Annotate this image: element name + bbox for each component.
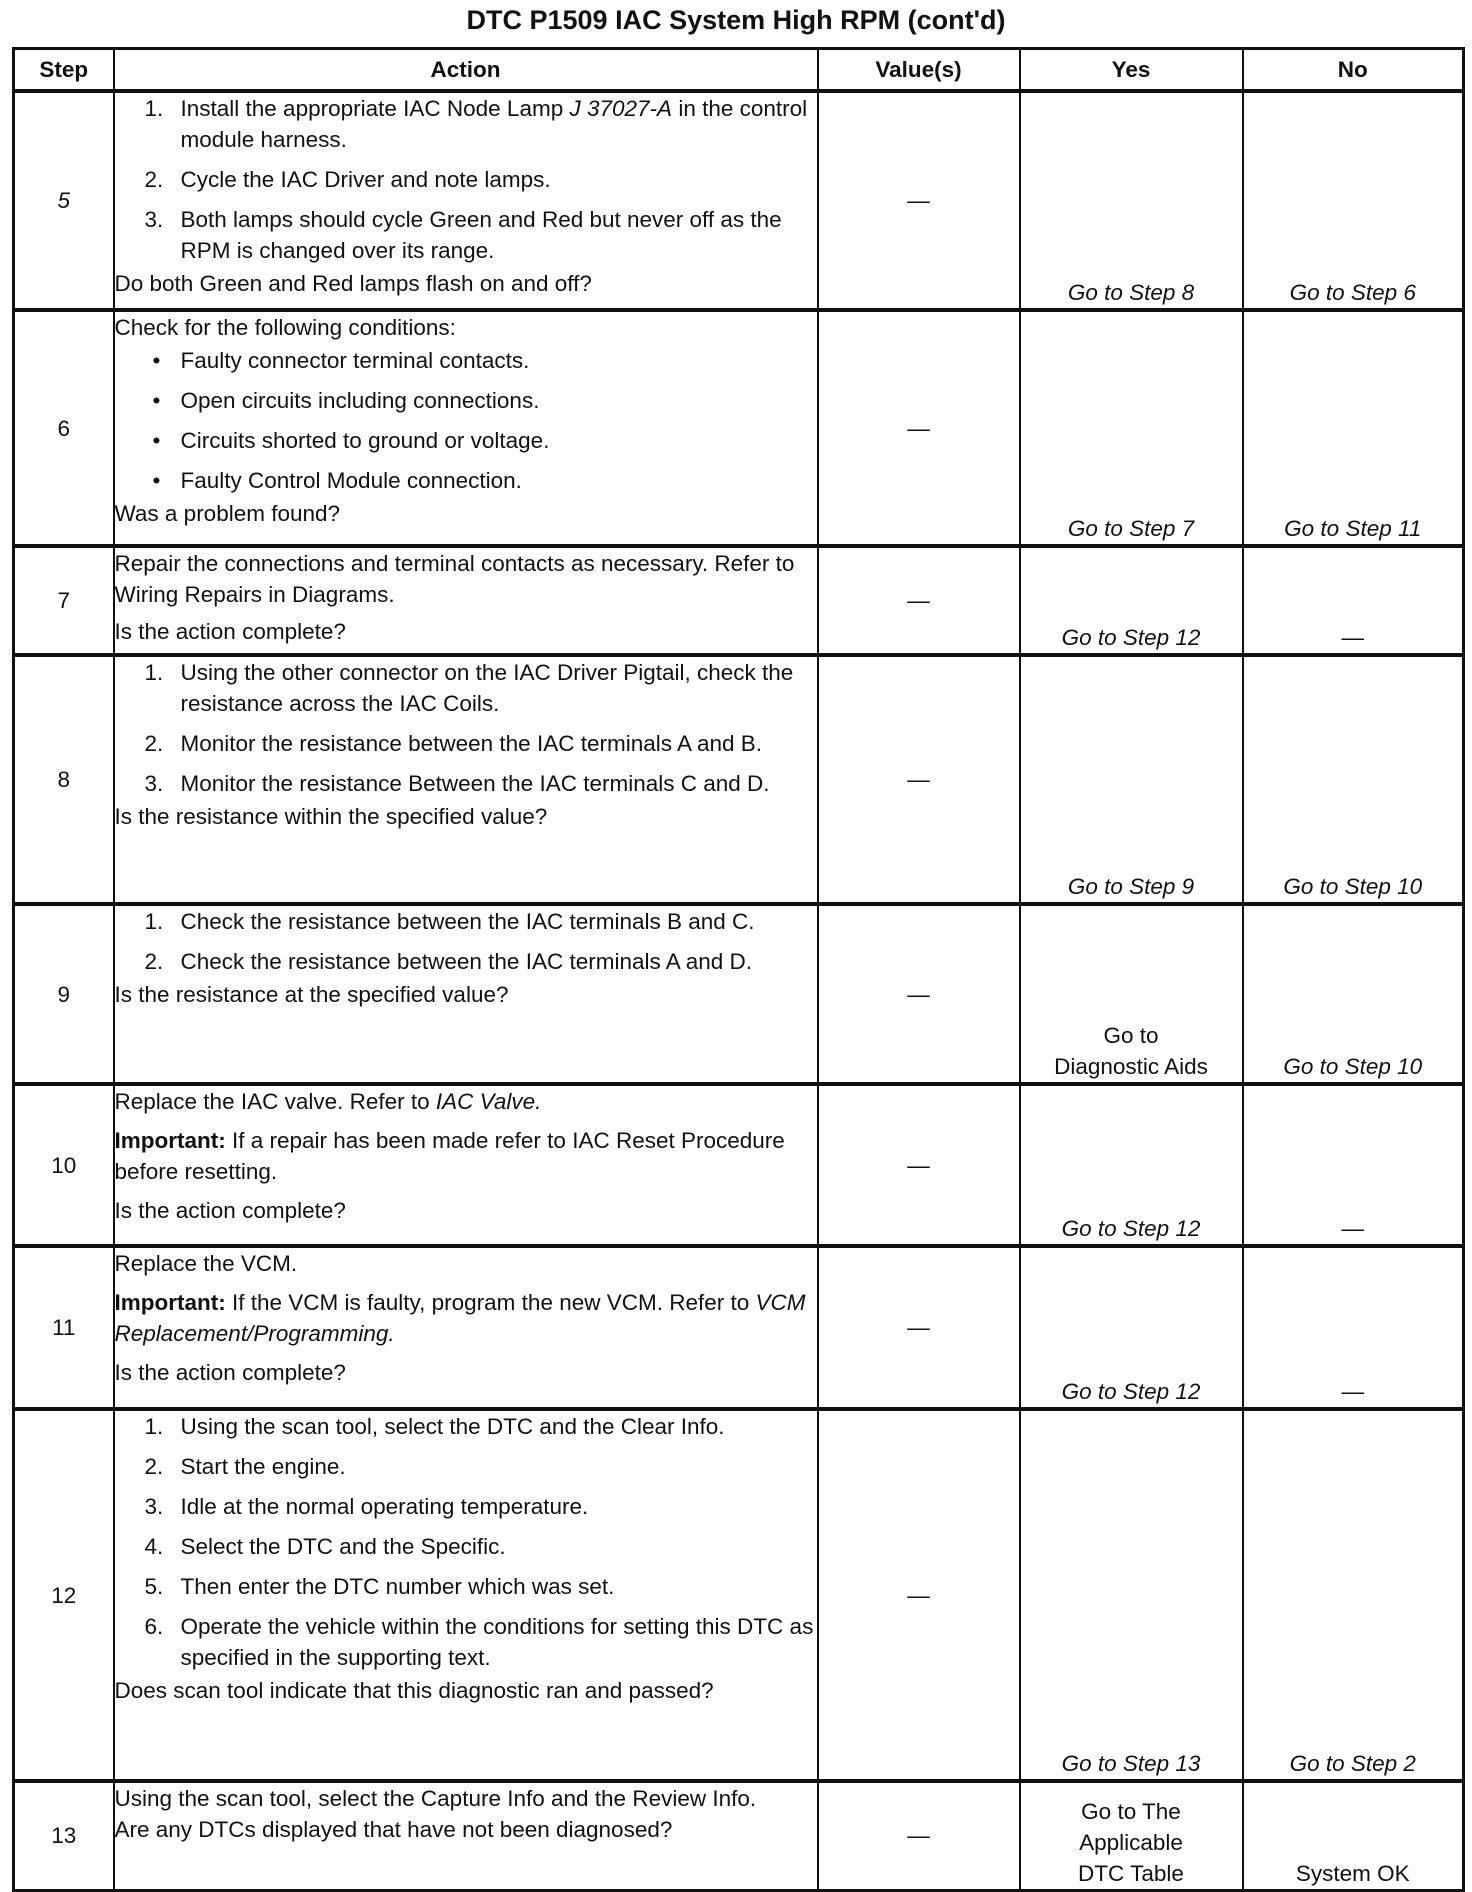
yes-cell: Go to Step 7	[1020, 310, 1243, 546]
column-header-yes: Yes	[1020, 49, 1243, 92]
list-item: 3. Monitor the resistance Between the IAC terminals C and D.	[144, 771, 770, 796]
yes-cell: Go to The Applicable DTC Table	[1020, 1781, 1243, 1890]
yes-cell: Go to Step 9	[1020, 655, 1243, 904]
table-header-row	[14, 49, 1464, 92]
list-item: 2. Cycle the IAC Driver and note lamps.	[144, 167, 551, 192]
action-question: Is the resistance at the specified value?	[114, 982, 509, 1007]
action-cell	[114, 310, 818, 546]
value-cell: —	[818, 655, 1020, 904]
action-cell	[114, 1781, 818, 1890]
action-cell	[114, 1409, 818, 1781]
value-cell: —	[818, 1246, 1020, 1409]
table-row-step-8	[14, 655, 1464, 904]
action-question: Do both Green and Red lamps flash on and off?	[114, 271, 592, 296]
list-item: 1. Using the scan tool, select the DTC and the Clear Info.	[144, 1414, 725, 1439]
action-question: Was a problem found?	[114, 501, 341, 526]
action-cell	[114, 91, 818, 310]
action-cell	[114, 1084, 818, 1246]
step-number: 6	[14, 310, 114, 546]
action-question: Is the action complete?	[114, 1198, 346, 1223]
table-row-step-7	[14, 546, 1464, 655]
important-note: Important: If a repair has been made refer to IAC Reset Procedure before resetting.	[114, 1128, 785, 1184]
step-number: 11	[14, 1246, 114, 1409]
column-header-no: No	[1243, 49, 1464, 92]
list-item: 1. Using the other connector on the IAC Driver Pigtail, check the resistance across the IAC Coils.	[144, 660, 794, 716]
yes-cell: Go to Step 13	[1020, 1409, 1243, 1781]
action-question: Is the action complete?	[114, 619, 346, 644]
list-item: 2. Start the engine.	[144, 1454, 346, 1479]
diagnostic-table	[12, 47, 1465, 1892]
table-row-step-6	[14, 310, 1464, 546]
list-item: 5. Then enter the DTC number which was set.	[144, 1574, 615, 1599]
step-number: 8	[14, 655, 114, 904]
step-number: 12	[14, 1409, 114, 1781]
list-item: 6. Operate the vehicle within the conditions for setting this DTC as specified in the supporting text.	[144, 1614, 814, 1670]
column-header-action: Action	[114, 49, 818, 92]
yes-cell: Go to Step 12	[1020, 546, 1243, 655]
action-text: Replace the VCM.	[114, 1251, 298, 1276]
value-cell: —	[818, 904, 1020, 1084]
yes-cell: Go to Step 12	[1020, 1084, 1243, 1246]
step-number: 7	[14, 546, 114, 655]
column-header-values: Value(s)	[818, 49, 1020, 92]
action-text: Repair the connections and terminal contacts as necessary. Refer to Wiring Repairs in Diagrams.	[114, 551, 795, 607]
table-row-step-5	[14, 91, 1464, 310]
action-question: Does scan tool indicate that this diagnostic ran and passed?	[114, 1678, 714, 1703]
action-question: Is the action complete?	[114, 1360, 346, 1385]
list-item: 1. Install the appropriate IAC Node Lamp J 37027-A in the control module harness.	[144, 96, 808, 152]
yes-cell: Go to Step 12	[1020, 1246, 1243, 1409]
no-cell: Go to Step 2	[1243, 1409, 1464, 1781]
step-number: 9	[14, 904, 114, 1084]
list-item: 2. Monitor the resistance between the IAC terminals A and B.	[144, 731, 763, 756]
no-cell: Go to Step 11	[1243, 310, 1464, 546]
no-cell: —	[1243, 1246, 1464, 1409]
step-number: 5	[14, 91, 114, 310]
list-item: 2. Check the resistance between the IAC terminals A and D.	[144, 949, 753, 974]
action-text: Replace the IAC valve. Refer to IAC Valve.	[114, 1089, 542, 1114]
value-cell: —	[818, 310, 1020, 546]
value-cell: —	[818, 1781, 1020, 1890]
action-cell	[114, 904, 818, 1084]
table-row-step-10	[14, 1084, 1464, 1246]
column-header-step: Step	[14, 49, 114, 92]
page-title: DTC P1509 IAC System High RPM (cont'd)	[466, 5, 1006, 35]
table-row-step-12	[14, 1409, 1464, 1781]
action-cell	[114, 546, 818, 655]
action-cell	[114, 1246, 818, 1409]
list-item: 3. Idle at the normal operating temperature.	[144, 1494, 589, 1519]
list-item: 3. Both lamps should cycle Green and Red but never off as the RPM is changed over its range.	[144, 207, 782, 263]
list-item: • Faulty connector terminal contacts.	[152, 348, 530, 373]
no-cell: —	[1243, 546, 1464, 655]
list-item: 4. Select the DTC and the Specific.	[144, 1534, 506, 1559]
table-row-step-9	[14, 904, 1464, 1084]
table-row-step-13	[14, 1781, 1464, 1890]
list-item: 1. Check the resistance between the IAC terminals B and C.	[144, 909, 755, 934]
action-question: Are any DTCs displayed that have not been diagnosed?	[114, 1817, 673, 1842]
step-number: 10	[14, 1084, 114, 1246]
no-cell: —	[1243, 1084, 1464, 1246]
yes-cell: Go to Step 8	[1020, 91, 1243, 310]
list-item: • Circuits shorted to ground or voltage.	[152, 428, 550, 453]
no-cell: Go to Step 10	[1243, 904, 1464, 1084]
value-cell: —	[818, 1409, 1020, 1781]
value-cell: —	[818, 91, 1020, 310]
action-intro: Check for the following conditions:	[114, 315, 456, 340]
table-row-step-11	[14, 1246, 1464, 1409]
yes-cell: Go to Diagnostic Aids	[1020, 904, 1243, 1084]
list-item: • Open circuits including connections.	[152, 388, 540, 413]
no-cell: System OK	[1243, 1781, 1464, 1890]
no-cell: Go to Step 10	[1243, 655, 1464, 904]
important-note: Important: If the VCM is faulty, program the new VCM. Refer to VCM Replacement/Programming.	[114, 1290, 806, 1346]
value-cell: —	[818, 546, 1020, 655]
step-number: 13	[14, 1781, 114, 1890]
action-question: Is the resistance within the specified value?	[114, 804, 548, 829]
value-cell: —	[818, 1084, 1020, 1246]
no-cell: Go to Step 6	[1243, 91, 1464, 310]
list-item: • Faulty Control Module connection.	[152, 468, 522, 493]
action-cell	[114, 655, 818, 904]
action-text: Using the scan tool, select the Capture Info and the Review Info.	[114, 1786, 757, 1811]
